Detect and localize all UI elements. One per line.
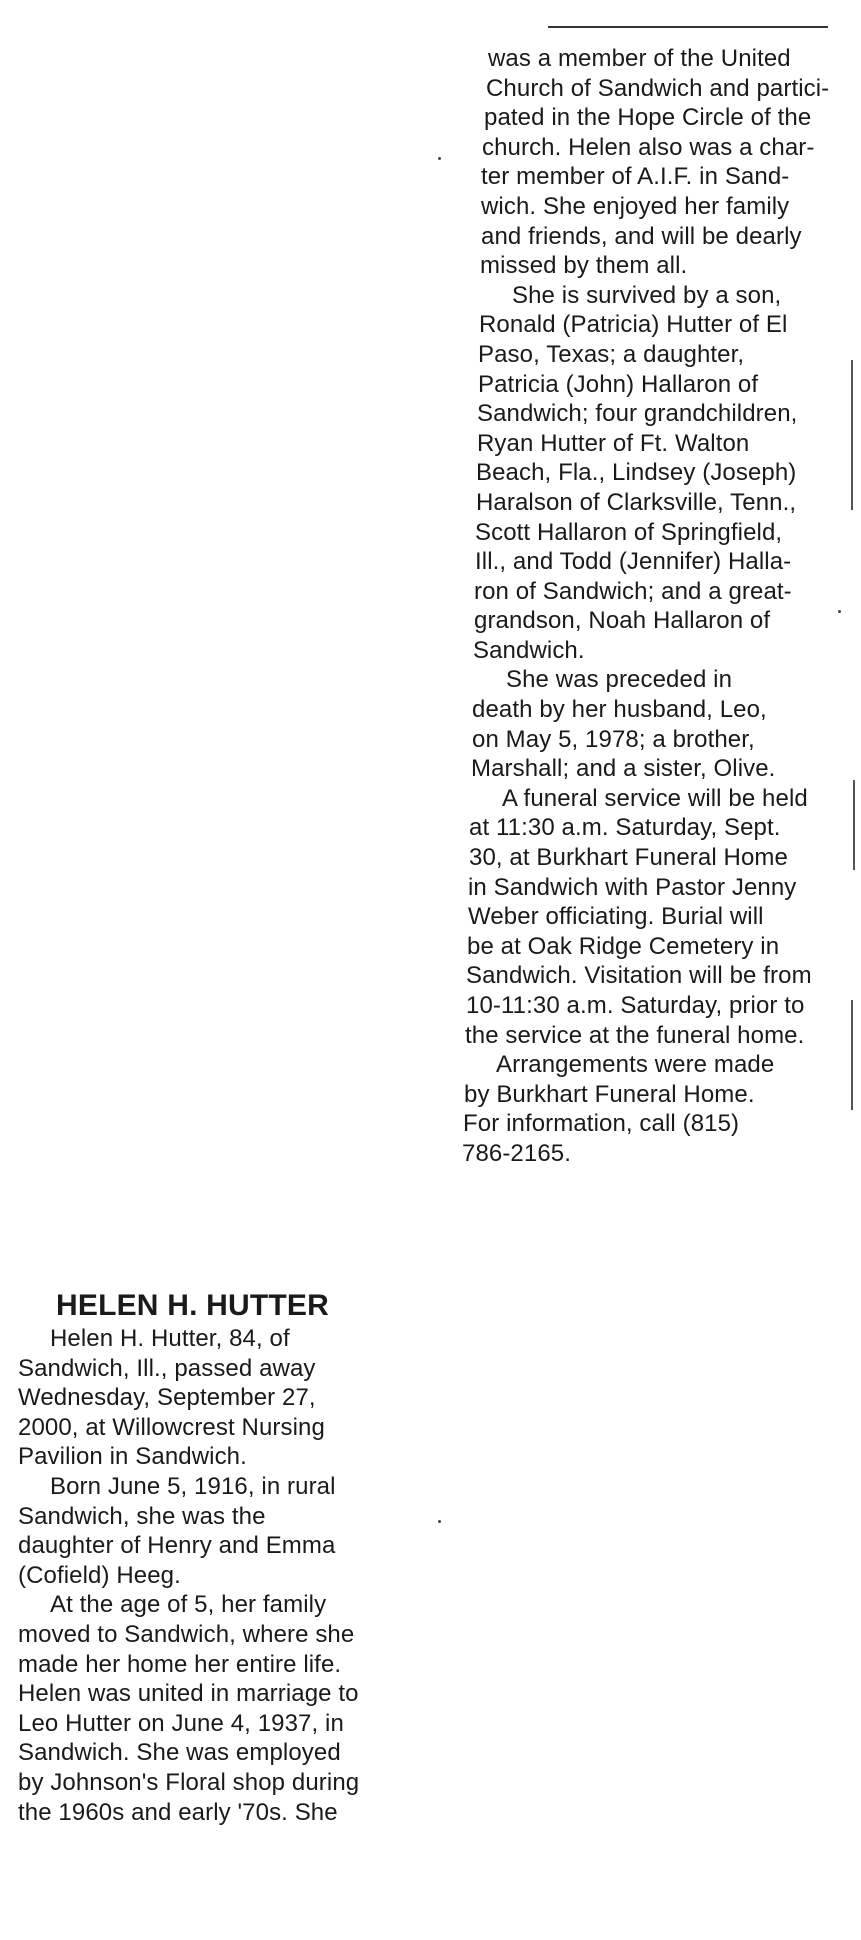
scan-speck <box>438 1520 441 1523</box>
text-line: Helen was united in marriage to <box>18 1680 359 1708</box>
text-line: For information, call (815) <box>463 1110 740 1138</box>
text-line: daughter of Henry and Emma <box>18 1532 336 1560</box>
text-line: on May 5, 1978; a brother, <box>472 725 755 753</box>
text-line: was a member of the United <box>488 45 791 72</box>
scan-speck <box>438 157 441 160</box>
text-line: pated in the Hope Circle of the <box>484 104 812 132</box>
text-line: by Johnson's Floral shop during <box>18 1768 360 1796</box>
text-line: ter member of A.I.F. in Sand- <box>481 163 790 191</box>
text-line: 2000, at Willowcrest Nursing <box>18 1413 325 1441</box>
text-line: Pavilion in Sandwich. <box>18 1443 247 1471</box>
paragraph-start: At the age of 5, her family <box>50 1591 327 1619</box>
text-line: Scott Hallaron of Springfield, <box>475 518 783 546</box>
text-line: Ronald (Patricia) Hutter of El <box>479 311 788 339</box>
obituary-title: HELEN H. HUTTER <box>56 1289 329 1322</box>
text-line: the 1960s and early '70s. She <box>18 1798 338 1826</box>
text-line: and friends, and will be dearly <box>481 222 802 250</box>
text-line: death by her husband, Leo, <box>472 696 767 724</box>
paragraph-start: Born June 5, 1916, in rural <box>50 1472 336 1500</box>
text-line: 10-11:30 a.m. Saturday, prior to <box>466 992 805 1019</box>
paragraph-start: A funeral service will be held <box>502 784 808 812</box>
column-rule <box>548 26 828 28</box>
text-line: Leo Hutter on June 4, 1937, in <box>18 1709 344 1737</box>
paragraph-start: She was preceded in <box>506 666 733 694</box>
text-line: the service at the funeral home. <box>465 1021 805 1049</box>
obituary-left-column <box>18 1324 418 1827</box>
obituary-right-column <box>450 44 860 1169</box>
text-line: Church of Sandwich and partici- <box>486 74 830 102</box>
text-line: Marshall; and a sister, Olive. <box>471 755 776 783</box>
text-line: be at Oak Ridge Cemetery in <box>467 932 780 960</box>
text-line: Ryan Hutter of Ft. Walton <box>477 429 750 457</box>
text-line: wich. She enjoyed her family <box>481 192 790 220</box>
text-line: at 11:30 a.m. Saturday, Sept. <box>469 814 781 842</box>
scan-edge-mark <box>851 1000 853 1110</box>
text-line: Sandwich. Visitation will be from <box>466 962 812 990</box>
text-line: made her home her entire life. <box>18 1650 342 1678</box>
text-line: moved to Sandwich, where she <box>18 1620 355 1648</box>
text-line: Beach, Fla., Lindsey (Joseph) <box>476 459 797 487</box>
paragraph-start: Helen H. Hutter, 84, of <box>50 1325 290 1352</box>
text-line: Sandwich, she was the <box>18 1502 266 1530</box>
paragraph-start: She is survived by a son, <box>512 281 782 309</box>
text-line: grandson, Noah Hallaron of <box>474 607 771 635</box>
text-line: in Sandwich with Pastor Jenny <box>468 873 797 901</box>
text-line: Sandwich, Ill., passed away <box>18 1354 316 1382</box>
text-line: Paso, Texas; a daughter, <box>478 340 745 368</box>
text-line: Weber officiating. Burial will <box>468 903 764 931</box>
scan-edge-mark <box>851 360 853 510</box>
text-line: Ill., and Todd (Jennifer) Halla- <box>475 548 792 576</box>
paragraph-start: Arrangements were made <box>496 1051 775 1079</box>
text-line: Patricia (John) Hallaron of <box>478 370 759 398</box>
text-line: ron of Sandwich; and a great- <box>474 577 792 605</box>
text-line: (Cofield) Heeg. <box>18 1561 181 1589</box>
text-line: Haralson of Clarksville, Tenn., <box>476 488 797 516</box>
text-line: Sandwich. She was employed <box>18 1739 341 1767</box>
scan-speck <box>838 610 841 613</box>
text-line: Wednesday, September 27, <box>18 1384 316 1412</box>
text-line: by Burkhart Funeral Home. <box>464 1080 755 1108</box>
text-line: Sandwich. <box>473 636 585 664</box>
text-line: missed by them all. <box>480 252 688 280</box>
text-line: Sandwich; four grandchildren, <box>477 400 798 428</box>
scan-edge-mark <box>853 780 855 870</box>
text-line: 786-2165. <box>462 1139 571 1167</box>
text-line: church. Helen also was a char- <box>482 133 815 161</box>
text-line: 30, at Burkhart Funeral Home <box>469 844 788 872</box>
